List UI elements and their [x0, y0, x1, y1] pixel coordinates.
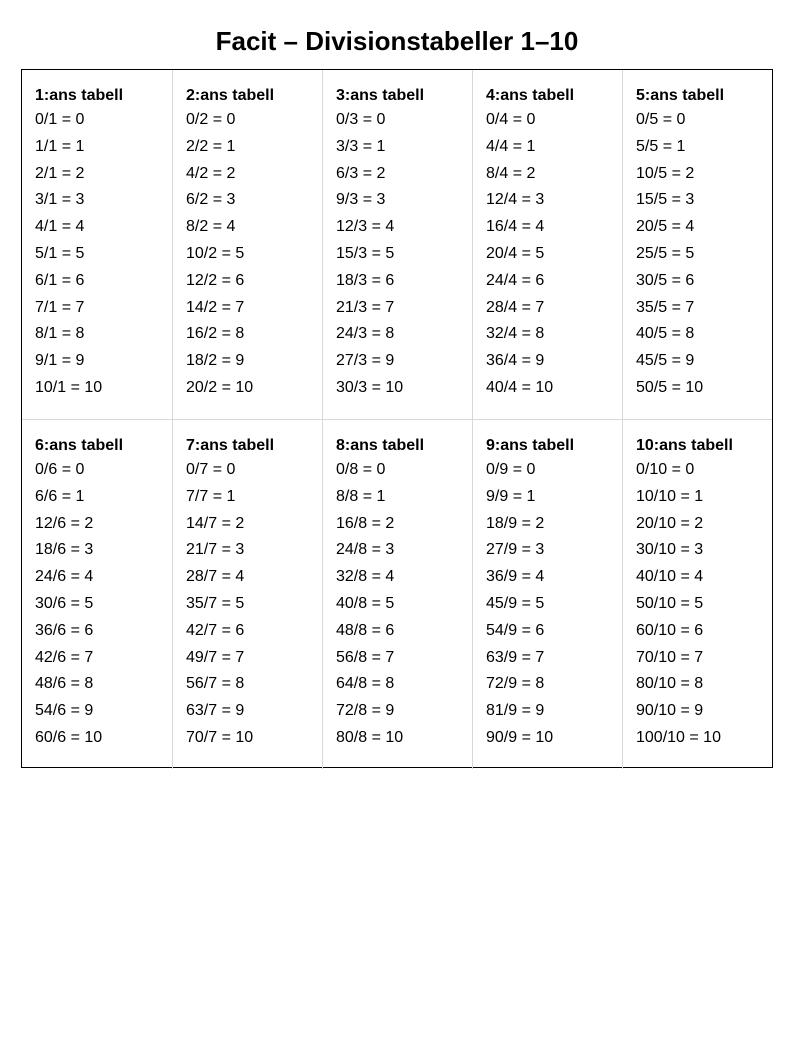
division-fact: 21/7 = 3 — [186, 541, 245, 559]
division-table-9 — [472, 420, 622, 769]
division-fact: 0/3 = 0 — [336, 111, 386, 128]
division-fact: 27/9 = 3 — [486, 541, 545, 559]
division-fact: 4/1 = 4 — [35, 218, 85, 236]
division-fact: 18/6 = 3 — [35, 541, 94, 559]
division-fact: 63/7 = 9 — [186, 702, 245, 720]
division-fact: 6/3 = 2 — [336, 164, 386, 182]
division-fact: 80/8 = 10 — [336, 728, 404, 746]
division-fact: 36/6 = 6 — [35, 621, 94, 639]
division-fact: 30/10 = 3 — [636, 541, 704, 559]
division-fact: 9/3 = 3 — [336, 191, 386, 209]
division-table-1 — [22, 70, 172, 419]
table-heading: 7:ans tabell — [186, 437, 275, 454]
table-heading: 5:ans tabell — [636, 87, 725, 104]
division-fact: 9/1 = 9 — [35, 352, 85, 370]
fact-list — [336, 460, 472, 755]
division-fact: 0/9 = 0 — [486, 461, 536, 478]
division-fact: 18/2 = 9 — [186, 352, 245, 370]
division-fact: 12/2 = 6 — [186, 271, 245, 289]
division-fact: 36/9 = 4 — [486, 568, 545, 586]
division-fact: 90/9 = 10 — [486, 728, 554, 746]
division-fact: 24/8 = 3 — [336, 541, 395, 559]
division-fact: 15/5 = 3 — [636, 191, 695, 209]
division-fact: 45/5 = 9 — [636, 352, 695, 370]
division-fact: 0/1 = 0 — [35, 111, 85, 128]
division-fact: 8/8 = 1 — [336, 487, 386, 505]
division-fact: 45/9 = 5 — [486, 594, 545, 612]
table-row-top — [22, 70, 772, 419]
division-fact: 6/6 = 1 — [35, 487, 85, 505]
division-table-4 — [472, 70, 622, 419]
division-fact: 40/8 = 5 — [336, 594, 395, 612]
division-fact: 24/6 = 4 — [35, 568, 94, 586]
division-fact: 3/3 = 1 — [336, 137, 386, 155]
division-fact: 100/10 = 10 — [636, 728, 721, 746]
fact-list — [35, 110, 172, 405]
division-fact: 28/4 = 7 — [486, 298, 545, 316]
division-fact: 56/8 = 7 — [336, 648, 395, 666]
division-fact: 49/7 = 7 — [186, 648, 245, 666]
division-fact: 60/6 = 10 — [35, 728, 103, 746]
division-fact: 7/7 = 1 — [186, 487, 236, 505]
division-fact: 16/2 = 8 — [186, 325, 245, 343]
division-fact: 20/10 = 2 — [636, 514, 704, 532]
fact-list — [186, 460, 322, 755]
division-table-6 — [22, 420, 172, 769]
division-fact: 30/3 = 10 — [336, 378, 404, 396]
division-fact: 6/2 = 3 — [186, 191, 236, 209]
fact-list — [186, 110, 322, 405]
fact-list — [486, 110, 622, 405]
table-heading: 4:ans tabell — [486, 87, 575, 104]
table-heading: 9:ans tabell — [486, 437, 575, 454]
table-row-bottom — [22, 419, 772, 769]
division-fact: 90/10 = 9 — [636, 702, 704, 720]
division-fact: 7/1 = 7 — [35, 298, 85, 316]
division-fact: 28/7 = 4 — [186, 568, 245, 586]
division-fact: 10/5 = 2 — [636, 164, 695, 182]
division-fact: 4/4 = 1 — [486, 137, 536, 155]
division-fact: 50/5 = 10 — [636, 378, 704, 396]
division-fact: 48/8 = 6 — [336, 621, 395, 639]
division-fact: 2/1 = 2 — [35, 164, 85, 182]
division-fact: 5/1 = 5 — [35, 244, 85, 262]
division-fact: 18/9 = 2 — [486, 514, 545, 532]
division-table-10 — [622, 420, 772, 769]
division-fact: 30/6 = 5 — [35, 594, 94, 612]
division-fact: 80/10 = 8 — [636, 675, 704, 693]
table-heading: 1:ans tabell — [35, 87, 124, 104]
division-fact: 16/8 = 2 — [336, 514, 395, 532]
division-fact: 40/10 = 4 — [636, 568, 704, 586]
fact-list — [636, 110, 772, 405]
division-fact: 8/2 = 4 — [186, 218, 236, 236]
division-fact: 0/4 = 0 — [486, 111, 536, 128]
division-fact: 5/5 = 1 — [636, 137, 686, 155]
division-fact: 8/1 = 8 — [35, 325, 85, 343]
division-fact: 20/2 = 10 — [186, 378, 254, 396]
division-fact: 0/7 = 0 — [186, 461, 236, 478]
division-fact: 1/1 = 1 — [35, 137, 85, 155]
answer-sheet — [21, 69, 773, 768]
division-fact: 10/10 = 1 — [636, 487, 704, 505]
division-fact: 70/10 = 7 — [636, 648, 704, 666]
division-fact: 50/10 = 5 — [636, 594, 704, 612]
division-fact: 72/8 = 9 — [336, 702, 395, 720]
division-fact: 0/6 = 0 — [35, 461, 85, 478]
division-fact: 32/4 = 8 — [486, 325, 545, 343]
division-fact: 24/4 = 6 — [486, 271, 545, 289]
division-table-2 — [172, 70, 322, 419]
division-fact: 56/7 = 8 — [186, 675, 245, 693]
division-fact: 14/2 = 7 — [186, 298, 245, 316]
division-fact: 42/7 = 6 — [186, 621, 245, 639]
division-fact: 42/6 = 7 — [35, 648, 94, 666]
division-fact: 10/2 = 5 — [186, 244, 245, 262]
fact-list — [636, 460, 772, 755]
division-fact: 54/9 = 6 — [486, 621, 545, 639]
division-fact: 16/4 = 4 — [486, 218, 545, 236]
division-fact: 21/3 = 7 — [336, 298, 395, 316]
division-fact: 9/9 = 1 — [486, 487, 536, 505]
division-fact: 20/5 = 4 — [636, 218, 695, 236]
division-table-5 — [622, 70, 772, 419]
table-heading: 3:ans tabell — [336, 87, 425, 104]
fact-list — [486, 460, 622, 755]
division-fact: 0/10 = 0 — [636, 461, 695, 478]
division-fact: 15/3 = 5 — [336, 244, 395, 262]
division-fact: 32/8 = 4 — [336, 568, 395, 586]
division-fact: 6/1 = 6 — [35, 271, 85, 289]
table-heading: 2:ans tabell — [186, 87, 275, 104]
division-fact: 64/8 = 8 — [336, 675, 395, 693]
division-fact: 2/2 = 1 — [186, 137, 236, 155]
page-title: Facit – Divisionstabeller 1–10 — [215, 26, 579, 56]
division-fact: 0/2 = 0 — [186, 111, 236, 128]
division-fact: 18/3 = 6 — [336, 271, 395, 289]
division-table-7 — [172, 420, 322, 769]
division-fact: 14/7 = 2 — [186, 514, 245, 532]
division-fact: 0/5 = 0 — [636, 111, 686, 128]
division-table-3 — [322, 70, 472, 419]
division-fact: 63/9 = 7 — [486, 648, 545, 666]
table-heading: 10:ans tabell — [636, 437, 733, 454]
division-fact: 40/5 = 8 — [636, 325, 695, 343]
division-fact: 72/9 = 8 — [486, 675, 545, 693]
division-fact: 30/5 = 6 — [636, 271, 695, 289]
division-fact: 12/6 = 2 — [35, 514, 94, 532]
table-heading: 6:ans tabell — [35, 437, 124, 454]
division-fact: 40/4 = 10 — [486, 378, 554, 396]
division-fact: 8/4 = 2 — [486, 164, 536, 182]
division-fact: 54/6 = 9 — [35, 702, 94, 720]
division-fact: 3/1 = 3 — [35, 191, 85, 209]
fact-list — [336, 110, 472, 405]
division-fact: 12/3 = 4 — [336, 218, 395, 236]
fact-list — [35, 460, 172, 755]
division-fact: 25/5 = 5 — [636, 244, 695, 262]
division-fact: 60/10 = 6 — [636, 621, 704, 639]
division-fact: 36/4 = 9 — [486, 352, 545, 370]
division-fact: 10/1 = 10 — [35, 378, 103, 396]
division-fact: 27/3 = 9 — [336, 352, 395, 370]
division-table-8 — [322, 420, 472, 769]
table-heading: 8:ans tabell — [336, 437, 425, 454]
division-fact: 20/4 = 5 — [486, 244, 545, 262]
division-fact: 35/5 = 7 — [636, 298, 695, 316]
division-fact: 0/8 = 0 — [336, 461, 386, 478]
division-fact: 4/2 = 2 — [186, 164, 236, 182]
division-fact: 35/7 = 5 — [186, 594, 245, 612]
division-fact: 70/7 = 10 — [186, 728, 254, 746]
division-fact: 48/6 = 8 — [35, 675, 94, 693]
division-fact: 12/4 = 3 — [486, 191, 545, 209]
division-fact: 24/3 = 8 — [336, 325, 395, 343]
division-fact: 81/9 = 9 — [486, 702, 545, 720]
